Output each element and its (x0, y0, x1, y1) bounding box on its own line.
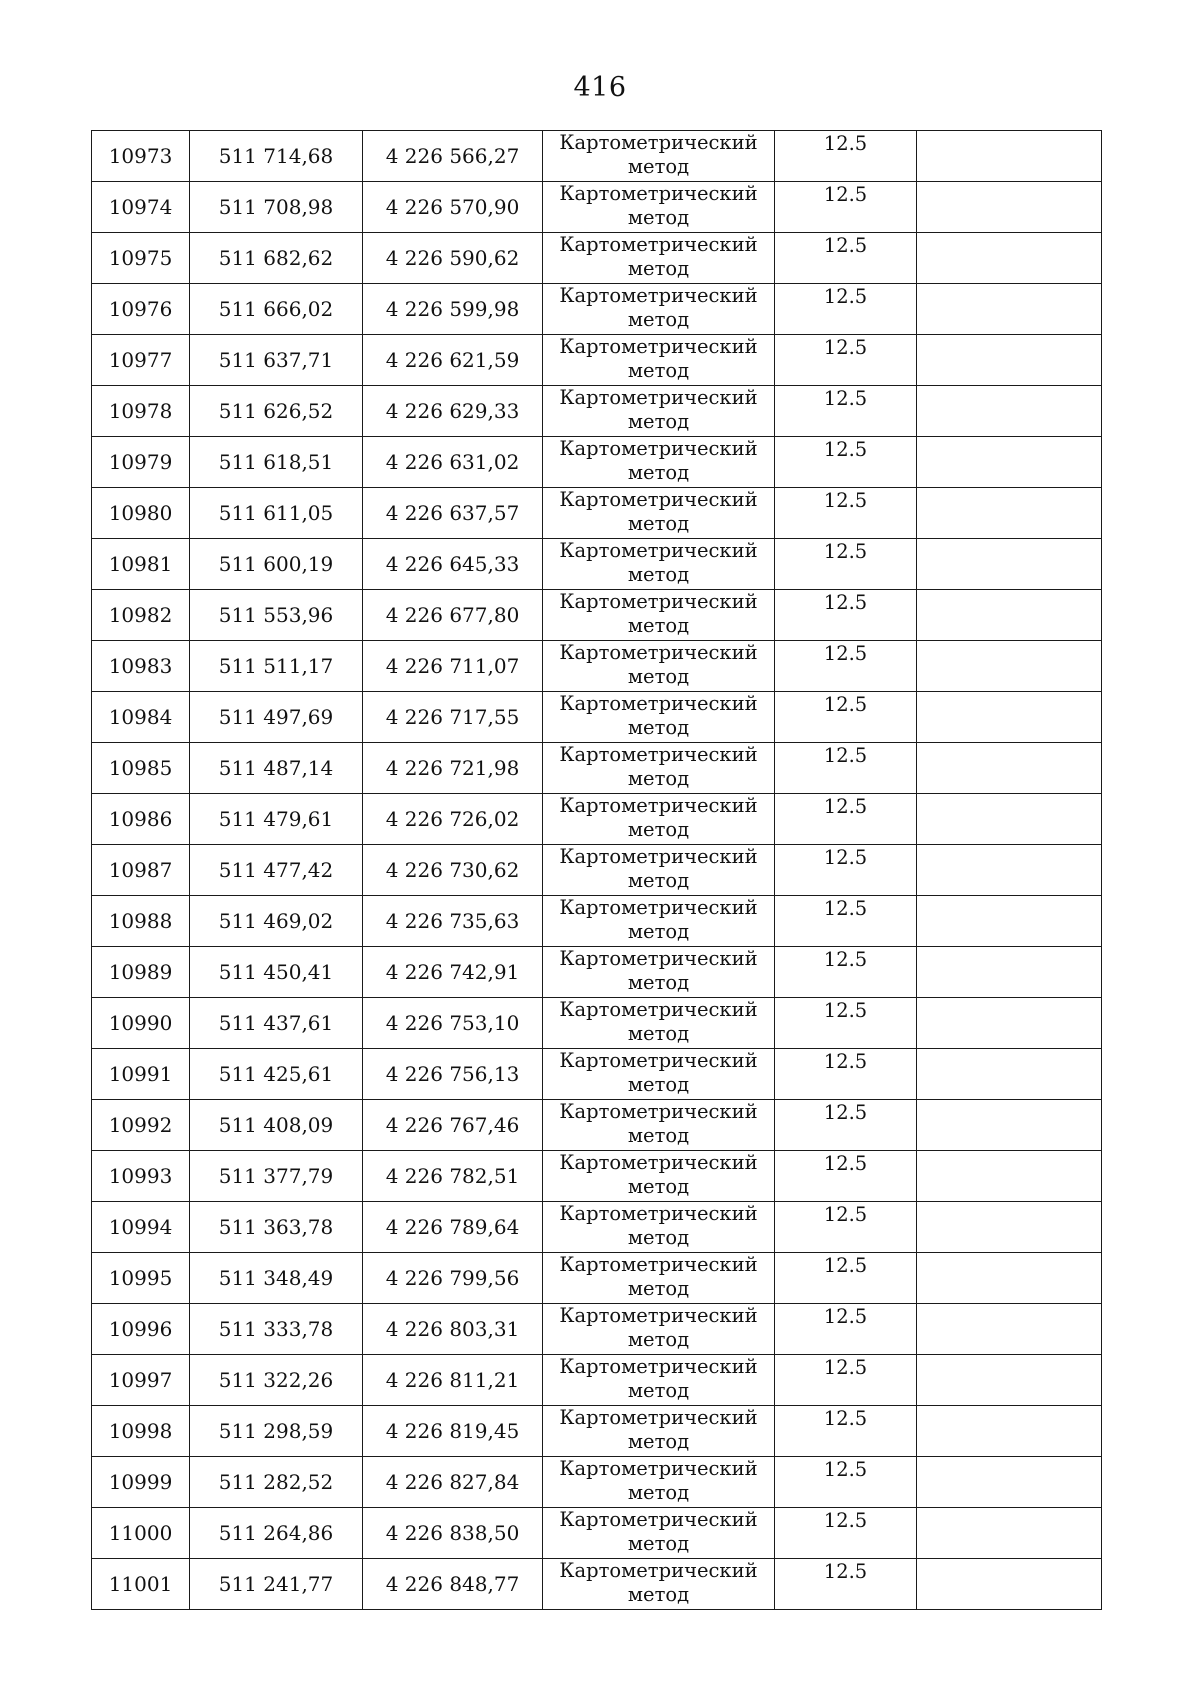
method-cell (543, 488, 775, 539)
y-coordinate-cell: 4 226 730,62 (363, 845, 543, 896)
method-line-2: метод (627, 563, 690, 586)
accuracy-cell: 12.5 (775, 1508, 917, 1559)
method-line-2: метод (627, 359, 690, 382)
point-number-cell: 10985 (92, 743, 190, 794)
y-coordinate-cell: 4 226 827,84 (363, 1457, 543, 1508)
y-coordinate-cell: 4 226 566,27 (363, 131, 543, 182)
accuracy-cell: 12.5 (775, 1100, 917, 1151)
note-cell (917, 233, 1102, 284)
accuracy-cell: 12.5 (775, 590, 917, 641)
accuracy-cell: 12.5 (775, 284, 917, 335)
accuracy-cell: 12.5 (775, 845, 917, 896)
method-cell (543, 284, 775, 335)
y-coordinate-cell: 4 226 803,31 (363, 1304, 543, 1355)
note-cell (917, 692, 1102, 743)
x-coordinate-cell: 511 363,78 (190, 1202, 363, 1253)
accuracy-cell: 12.5 (775, 998, 917, 1049)
x-coordinate-cell: 511 714,68 (190, 131, 363, 182)
accuracy-cell: 12.5 (775, 896, 917, 947)
method-cell (543, 743, 775, 794)
table-row (92, 539, 1102, 590)
method-line-2: метод (627, 257, 690, 280)
page-number: 416 (573, 72, 627, 103)
y-coordinate-cell: 4 226 756,13 (363, 1049, 543, 1100)
point-number-cell: 10982 (92, 590, 190, 641)
note-cell (917, 488, 1102, 539)
method-line-2: метод (627, 1328, 690, 1351)
x-coordinate-cell: 511 626,52 (190, 386, 363, 437)
y-coordinate-cell: 4 226 599,98 (363, 284, 543, 335)
table-row (92, 488, 1102, 539)
method-line-2: метод (627, 155, 690, 178)
note-cell (917, 182, 1102, 233)
method-line-2: метод (627, 1226, 690, 1249)
method-line-1: Картометрический (559, 1559, 758, 1582)
x-coordinate-cell: 511 450,41 (190, 947, 363, 998)
point-number-cell: 11000 (92, 1508, 190, 1559)
method-line-1: Картометрический (559, 743, 758, 766)
accuracy-cell: 12.5 (775, 335, 917, 386)
table-row (92, 1253, 1102, 1304)
accuracy-cell: 12.5 (775, 1049, 917, 1100)
x-coordinate-cell: 511 377,79 (190, 1151, 363, 1202)
x-coordinate-cell: 511 553,96 (190, 590, 363, 641)
method-line-2: метод (627, 920, 690, 943)
accuracy-cell: 12.5 (775, 539, 917, 590)
table-row (92, 386, 1102, 437)
method-line-1: Картометрический (559, 182, 758, 205)
x-coordinate-cell: 511 666,02 (190, 284, 363, 335)
note-cell (917, 1508, 1102, 1559)
accuracy-cell: 12.5 (775, 1202, 917, 1253)
table-row (92, 335, 1102, 386)
point-number-cell: 11001 (92, 1559, 190, 1610)
table-row (92, 896, 1102, 947)
method-cell (543, 1508, 775, 1559)
method-line-2: метод (627, 869, 690, 892)
x-coordinate-cell: 511 479,61 (190, 794, 363, 845)
method-line-2: метод (627, 206, 690, 229)
x-coordinate-cell: 511 618,51 (190, 437, 363, 488)
table-row (92, 590, 1102, 641)
y-coordinate-cell: 4 226 782,51 (363, 1151, 543, 1202)
note-cell (917, 794, 1102, 845)
method-line-2: метод (627, 1430, 690, 1453)
accuracy-cell: 12.5 (775, 1559, 917, 1610)
point-number-cell: 10987 (92, 845, 190, 896)
point-number-cell: 10994 (92, 1202, 190, 1253)
table-row (92, 1355, 1102, 1406)
y-coordinate-cell: 4 226 799,56 (363, 1253, 543, 1304)
method-line-2: метод (627, 308, 690, 331)
table-row (92, 1508, 1102, 1559)
x-coordinate-cell: 511 408,09 (190, 1100, 363, 1151)
note-cell (917, 998, 1102, 1049)
accuracy-cell: 12.5 (775, 1355, 917, 1406)
point-number-cell: 10998 (92, 1406, 190, 1457)
x-coordinate-cell: 511 637,71 (190, 335, 363, 386)
method-cell (543, 335, 775, 386)
method-cell (543, 794, 775, 845)
note-cell (917, 131, 1102, 182)
accuracy-cell: 12.5 (775, 1151, 917, 1202)
table-row (92, 437, 1102, 488)
coordinates-table (91, 130, 1102, 1610)
note-cell (917, 1202, 1102, 1253)
accuracy-cell: 12.5 (775, 1406, 917, 1457)
point-number-cell: 10975 (92, 233, 190, 284)
method-cell (543, 1559, 775, 1610)
y-coordinate-cell: 4 226 631,02 (363, 437, 543, 488)
note-cell (917, 1406, 1102, 1457)
method-line-2: метод (627, 767, 690, 790)
y-coordinate-cell: 4 226 789,64 (363, 1202, 543, 1253)
method-cell (543, 386, 775, 437)
method-line-1: Картометрический (559, 1100, 758, 1123)
accuracy-cell: 12.5 (775, 488, 917, 539)
note-cell (917, 743, 1102, 794)
y-coordinate-cell: 4 226 742,91 (363, 947, 543, 998)
accuracy-cell: 12.5 (775, 641, 917, 692)
accuracy-cell: 12.5 (775, 131, 917, 182)
y-coordinate-cell: 4 226 721,98 (363, 743, 543, 794)
y-coordinate-cell: 4 226 621,59 (363, 335, 543, 386)
method-cell (543, 1355, 775, 1406)
note-cell (917, 590, 1102, 641)
method-cell (543, 947, 775, 998)
method-line-1: Картометрический (559, 284, 758, 307)
y-coordinate-cell: 4 226 753,10 (363, 998, 543, 1049)
method-line-2: метод (627, 461, 690, 484)
note-cell (917, 1457, 1102, 1508)
accuracy-cell: 12.5 (775, 386, 917, 437)
x-coordinate-cell: 511 708,98 (190, 182, 363, 233)
coordinates-table-body (92, 131, 1102, 1610)
y-coordinate-cell: 4 226 838,50 (363, 1508, 543, 1559)
y-coordinate-cell: 4 226 848,77 (363, 1559, 543, 1610)
table-row (92, 1049, 1102, 1100)
method-line-1: Картометрический (559, 1355, 758, 1378)
table-row (92, 1559, 1102, 1610)
x-coordinate-cell: 511 682,62 (190, 233, 363, 284)
method-line-1: Картометрический (559, 386, 758, 409)
method-line-1: Картометрический (559, 1151, 758, 1174)
method-cell (543, 896, 775, 947)
point-number-cell: 10977 (92, 335, 190, 386)
y-coordinate-cell: 4 226 726,02 (363, 794, 543, 845)
method-line-2: метод (627, 665, 690, 688)
method-line-1: Картометрический (559, 539, 758, 562)
method-line-1: Картометрический (559, 1049, 758, 1072)
x-coordinate-cell: 511 469,02 (190, 896, 363, 947)
method-line-1: Картометрический (559, 845, 758, 868)
method-line-1: Картометрический (559, 131, 758, 154)
note-cell (917, 1151, 1102, 1202)
y-coordinate-cell: 4 226 590,62 (363, 233, 543, 284)
point-number-cell: 10986 (92, 794, 190, 845)
method-line-1: Картометрический (559, 590, 758, 613)
note-cell (917, 845, 1102, 896)
note-cell (917, 1049, 1102, 1100)
point-number-cell: 10978 (92, 386, 190, 437)
point-number-cell: 10979 (92, 437, 190, 488)
point-number-cell: 10973 (92, 131, 190, 182)
method-line-2: метод (627, 818, 690, 841)
point-number-cell: 10992 (92, 1100, 190, 1151)
x-coordinate-cell: 511 477,42 (190, 845, 363, 896)
point-number-cell: 10976 (92, 284, 190, 335)
table-row (92, 641, 1102, 692)
method-cell (543, 692, 775, 743)
method-line-2: метод (627, 1583, 690, 1606)
method-line-1: Картометрический (559, 335, 758, 358)
point-number-cell: 10974 (92, 182, 190, 233)
y-coordinate-cell: 4 226 717,55 (363, 692, 543, 743)
method-cell (543, 1304, 775, 1355)
method-cell (543, 233, 775, 284)
note-cell (917, 1355, 1102, 1406)
table-row (92, 1202, 1102, 1253)
method-line-1: Картометрический (559, 1253, 758, 1276)
y-coordinate-cell: 4 226 811,21 (363, 1355, 543, 1406)
method-line-1: Картометрический (559, 1406, 758, 1429)
point-number-cell: 10991 (92, 1049, 190, 1100)
x-coordinate-cell: 511 487,14 (190, 743, 363, 794)
accuracy-cell: 12.5 (775, 437, 917, 488)
accuracy-cell: 12.5 (775, 1253, 917, 1304)
point-number-cell: 10984 (92, 692, 190, 743)
accuracy-cell: 12.5 (775, 182, 917, 233)
method-cell (543, 1202, 775, 1253)
method-cell (543, 590, 775, 641)
method-line-1: Картометрический (559, 233, 758, 256)
method-line-1: Картометрический (559, 1457, 758, 1480)
method-cell (543, 131, 775, 182)
note-cell (917, 539, 1102, 590)
table-row (92, 947, 1102, 998)
table-row (92, 131, 1102, 182)
method-line-1: Картометрический (559, 488, 758, 511)
x-coordinate-cell: 511 437,61 (190, 998, 363, 1049)
point-number-cell: 10995 (92, 1253, 190, 1304)
method-cell (543, 539, 775, 590)
point-number-cell: 10990 (92, 998, 190, 1049)
method-line-2: метод (627, 1073, 690, 1096)
y-coordinate-cell: 4 226 637,57 (363, 488, 543, 539)
y-coordinate-cell: 4 226 645,33 (363, 539, 543, 590)
method-line-2: метод (627, 1532, 690, 1555)
table-row (92, 692, 1102, 743)
accuracy-cell: 12.5 (775, 692, 917, 743)
method-cell (543, 1049, 775, 1100)
point-number-cell: 10996 (92, 1304, 190, 1355)
method-cell (543, 1457, 775, 1508)
method-line-2: метод (627, 716, 690, 739)
method-line-1: Картометрический (559, 947, 758, 970)
x-coordinate-cell: 511 511,17 (190, 641, 363, 692)
accuracy-cell: 12.5 (775, 947, 917, 998)
point-number-cell: 10981 (92, 539, 190, 590)
x-coordinate-cell: 511 600,19 (190, 539, 363, 590)
x-coordinate-cell: 511 348,49 (190, 1253, 363, 1304)
method-line-1: Картометрический (559, 1202, 758, 1225)
method-line-2: метод (627, 1481, 690, 1504)
method-cell (543, 845, 775, 896)
method-line-2: метод (627, 1277, 690, 1300)
method-line-2: метод (627, 1124, 690, 1147)
x-coordinate-cell: 511 322,26 (190, 1355, 363, 1406)
y-coordinate-cell: 4 226 711,07 (363, 641, 543, 692)
x-coordinate-cell: 511 298,59 (190, 1406, 363, 1457)
method-line-2: метод (627, 971, 690, 994)
point-number-cell: 10997 (92, 1355, 190, 1406)
note-cell (917, 896, 1102, 947)
table-row (92, 998, 1102, 1049)
table-row (92, 1100, 1102, 1151)
table-row (92, 743, 1102, 794)
note-cell (917, 335, 1102, 386)
point-number-cell: 10989 (92, 947, 190, 998)
method-cell (543, 641, 775, 692)
method-cell (543, 1406, 775, 1457)
table-row (92, 1151, 1102, 1202)
accuracy-cell: 12.5 (775, 233, 917, 284)
method-cell (543, 1253, 775, 1304)
table-row (92, 845, 1102, 896)
method-cell (543, 1100, 775, 1151)
y-coordinate-cell: 4 226 677,80 (363, 590, 543, 641)
note-cell (917, 437, 1102, 488)
table-row (92, 182, 1102, 233)
method-line-2: метод (627, 512, 690, 535)
x-coordinate-cell: 511 282,52 (190, 1457, 363, 1508)
y-coordinate-cell: 4 226 735,63 (363, 896, 543, 947)
point-number-cell: 10980 (92, 488, 190, 539)
y-coordinate-cell: 4 226 819,45 (363, 1406, 543, 1457)
note-cell (917, 1253, 1102, 1304)
x-coordinate-cell: 511 264,86 (190, 1508, 363, 1559)
method-line-1: Картометрический (559, 794, 758, 817)
method-line-2: метод (627, 1175, 690, 1198)
point-number-cell: 10993 (92, 1151, 190, 1202)
note-cell (917, 386, 1102, 437)
method-line-2: метод (627, 1022, 690, 1045)
method-line-1: Картометрический (559, 896, 758, 919)
method-line-1: Картометрический (559, 692, 758, 715)
table-row (92, 1406, 1102, 1457)
point-number-cell: 10983 (92, 641, 190, 692)
method-cell (543, 182, 775, 233)
x-coordinate-cell: 511 611,05 (190, 488, 363, 539)
point-number-cell: 10999 (92, 1457, 190, 1508)
method-cell (543, 1151, 775, 1202)
note-cell (917, 284, 1102, 335)
table-row (92, 1304, 1102, 1355)
note-cell (917, 1100, 1102, 1151)
method-line-1: Картометрический (559, 998, 758, 1021)
method-line-2: метод (627, 410, 690, 433)
method-line-1: Картометрический (559, 1304, 758, 1327)
method-line-1: Картометрический (559, 641, 758, 664)
note-cell (917, 947, 1102, 998)
method-line-2: метод (627, 614, 690, 637)
accuracy-cell: 12.5 (775, 794, 917, 845)
x-coordinate-cell: 511 333,78 (190, 1304, 363, 1355)
table-row (92, 1457, 1102, 1508)
x-coordinate-cell: 511 425,61 (190, 1049, 363, 1100)
point-number-cell: 10988 (92, 896, 190, 947)
accuracy-cell: 12.5 (775, 1457, 917, 1508)
table-row (92, 794, 1102, 845)
method-cell (543, 437, 775, 488)
table-row (92, 284, 1102, 335)
x-coordinate-cell: 511 241,77 (190, 1559, 363, 1610)
y-coordinate-cell: 4 226 629,33 (363, 386, 543, 437)
method-line-2: метод (627, 1379, 690, 1402)
accuracy-cell: 12.5 (775, 1304, 917, 1355)
method-cell (543, 998, 775, 1049)
y-coordinate-cell: 4 226 767,46 (363, 1100, 543, 1151)
note-cell (917, 641, 1102, 692)
note-cell (917, 1304, 1102, 1355)
method-line-1: Картометрический (559, 1508, 758, 1531)
method-line-1: Картометрический (559, 437, 758, 460)
y-coordinate-cell: 4 226 570,90 (363, 182, 543, 233)
x-coordinate-cell: 511 497,69 (190, 692, 363, 743)
accuracy-cell: 12.5 (775, 743, 917, 794)
note-cell (917, 1559, 1102, 1610)
table-row (92, 233, 1102, 284)
